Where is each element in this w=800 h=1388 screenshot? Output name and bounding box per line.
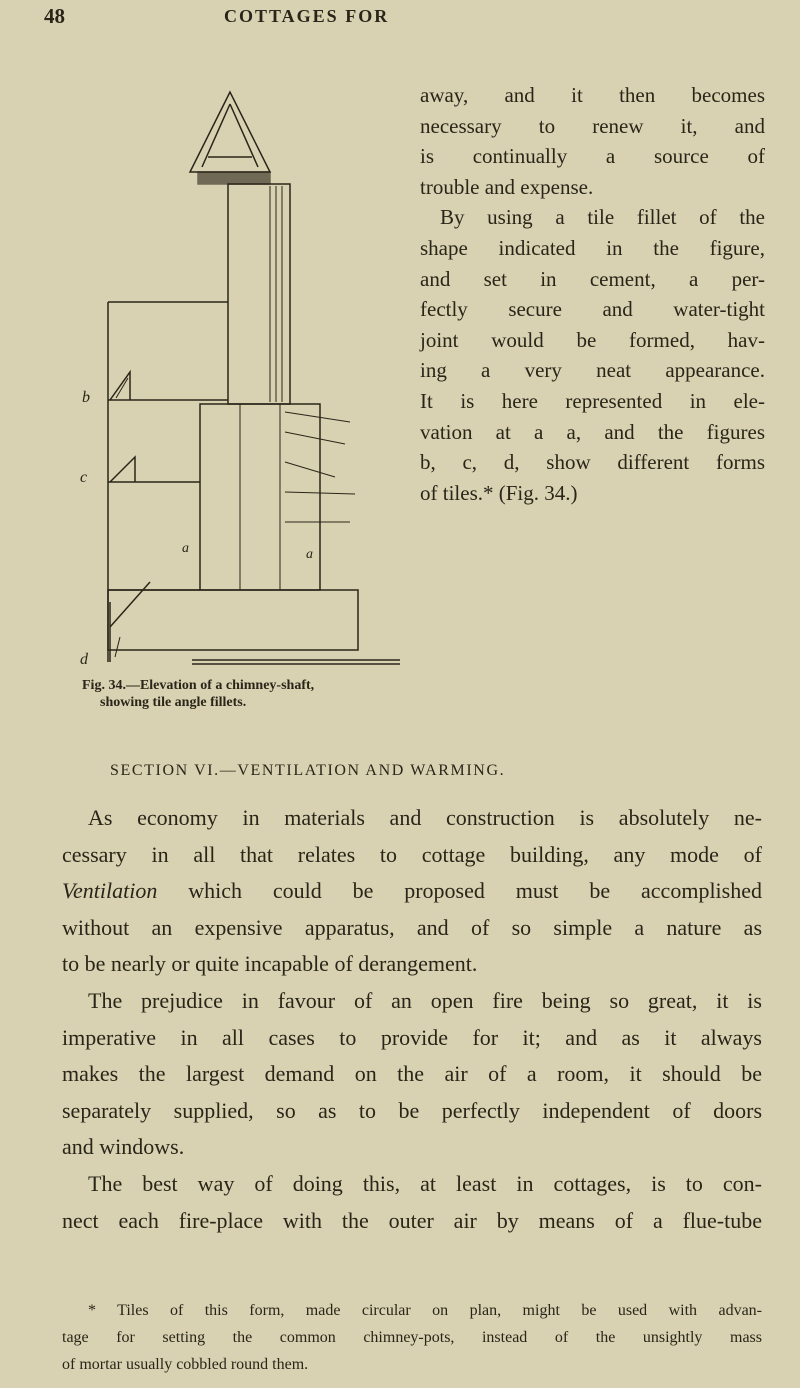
text-line: of tiles.* (Fig. 34.) <box>420 480 578 505</box>
text-line: makes the largest demand on the air of a room, it should be <box>62 1061 762 1087</box>
label-b: b <box>82 389 90 406</box>
footnote-line: of mortar usually cobbled round them. <box>62 1356 309 1373</box>
label-a: a <box>306 547 313 562</box>
footnote <box>62 1297 762 1378</box>
figure-caption <box>82 677 322 711</box>
right-column-text <box>420 80 765 508</box>
text-line: joint would be formed, hav- <box>420 327 765 352</box>
text-line: cessary in all that relates to cottage building, any mode of <box>62 841 762 867</box>
label-c: c <box>80 469 88 486</box>
text-line: and set in cement, a per- <box>420 266 765 291</box>
text-line: trouble and expense. <box>420 174 594 199</box>
text-line: nect each fire-place with the outer air by means of a flue-tube <box>62 1207 762 1233</box>
text-line: vation at a a, and the figures <box>420 419 765 444</box>
text-line: separately supplied, so as to be perfectly independent of doors <box>62 1097 762 1123</box>
italic-term: Ventilation <box>62 878 158 904</box>
text-line: Ventilation which could be proposed must be accomplished <box>62 878 762 904</box>
text-line: necessary to renew it, and <box>420 113 765 138</box>
text-line: shape indicated in the figure, <box>420 235 765 260</box>
text-line: is continually a source of <box>420 144 765 169</box>
footnote-line: tage for setting the common chimney-pots, instead of the unsightly mass <box>62 1329 762 1346</box>
text-line: ing a very neat appearance. <box>420 358 765 383</box>
text-line: The prejudice in favour of an open fire being so great, it is <box>88 987 762 1013</box>
label-d: d <box>80 651 88 668</box>
text-line: The best way of doing this, at least in cottages, is to con- <box>88 1170 762 1196</box>
text-line: imperative in all cases to provide for it; and as it always <box>62 1024 762 1050</box>
text-line: As economy in materials and construction is absolutely ne- <box>88 805 762 830</box>
page-number: 48 <box>44 4 65 28</box>
text-line: to be nearly or quite incapable of derangement. <box>62 951 478 977</box>
footnote-line: * Tiles of this form, made circular on plan, might be used with advan- <box>88 1302 762 1319</box>
text-line: away, and it then becomes <box>420 83 765 107</box>
text-line: b, c, d, show different forms <box>420 450 765 475</box>
label-a: a <box>182 541 189 556</box>
text-line: It is here represented in ele- <box>420 388 765 413</box>
caption-line: showing tile angle fillets. <box>100 695 247 710</box>
caption-line: Fig. 34.—Elevation of a chimney-shaft, <box>82 678 315 693</box>
running-title: COTTAGES FOR <box>224 6 390 26</box>
chimney-shaft-figure <box>80 82 410 672</box>
section-heading: SECTION VI.—VENTILATION AND WARMING. <box>110 762 506 779</box>
text-line: without an expensive apparatus, and of so simple a nature as <box>62 914 762 940</box>
text-line: By using a tile fillet of the <box>440 205 765 230</box>
text-line: fectly secure and water-tight <box>420 297 765 322</box>
body-text <box>62 800 762 1239</box>
text-line: and windows. <box>62 1134 185 1160</box>
